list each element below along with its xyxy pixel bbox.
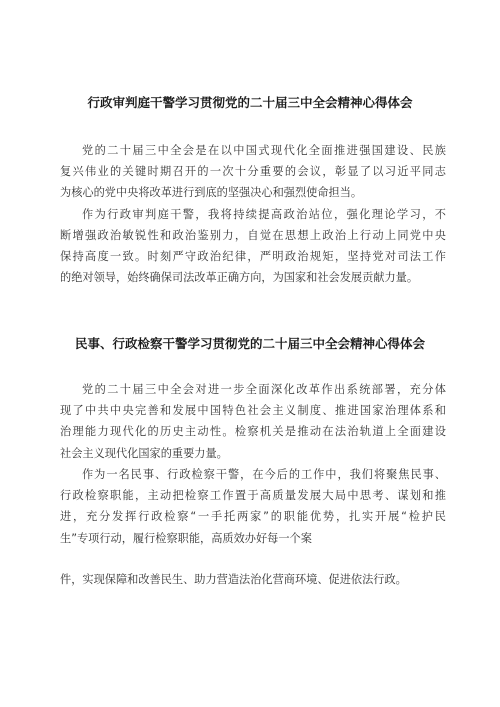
section1-line-2: 复兴伟业的关键时期召开的一次十分重要的会议，彰显了以习近平同志 <box>60 165 446 178</box>
section2-line-2: 现了中共中央完善和发展中国特色社会主义制度、推进国家治理体系和 <box>60 404 446 417</box>
section2-title: 民事、行政检察干警学习贯彻党的二十届三中全会精神心得体会 <box>74 336 425 351</box>
section2-line-5: 作为一名民事、行政检察干警，在今后的工作中，我们将聚焦民事、 <box>82 468 446 481</box>
section1-title: 行政审判庭干警学习贯彻党的二十届三中全会精神心得体会 <box>87 95 413 110</box>
section1-line-5: 断增强政治敏锐性和政治鉴别力，自觉在思想上政治上行动上同党中央 <box>60 229 446 242</box>
section2-line-9: 件，实现保障和改善民生、助力营造法治化营商环境、促进依法行政。 <box>60 573 407 586</box>
section1-line-1: 党的二十届三中全会是在以中国式现代化全面推进强国建设、民族 <box>82 144 446 157</box>
section1-line-4: 作为行政审判庭干警，我将持续提高政治站位，强化理论学习，不 <box>82 208 446 221</box>
section2-line-3: 治理能力现代化的历史主动性。检察机关是推动在法治轨道上全面建设 <box>60 425 446 438</box>
section1-line-6: 保持高度一致。时刻严守政治纪律，严明政治规矩，坚持党对司法工作 <box>60 250 446 263</box>
section2-line-6: 行政检察职能，主动把检察工作置于高质量发展大局中思考、谋划和推 <box>60 489 446 502</box>
section2-line-7: 进，充分发挥行政检察“一手托两家”的职能优势，扎实开展“检护民 <box>60 510 446 523</box>
section1-line-7: 的绝对领导，始终确保司法改革正确方向，为国家和社会发展贡献力量。 <box>60 271 419 284</box>
section2-line-4: 社会主义现代化国家的重要力量。 <box>60 447 228 460</box>
section2-line-1: 党的二十届三中全会对进一步全面深化改革作出系统部署，充分体 <box>82 383 446 396</box>
section2-line-8: 生”专项行动，履行检察职能，高质效办好每一个案 <box>60 532 312 545</box>
section1-line-3: 为核心的党中央将改革进行到底的坚强决心和强烈使命担当。 <box>60 186 363 199</box>
